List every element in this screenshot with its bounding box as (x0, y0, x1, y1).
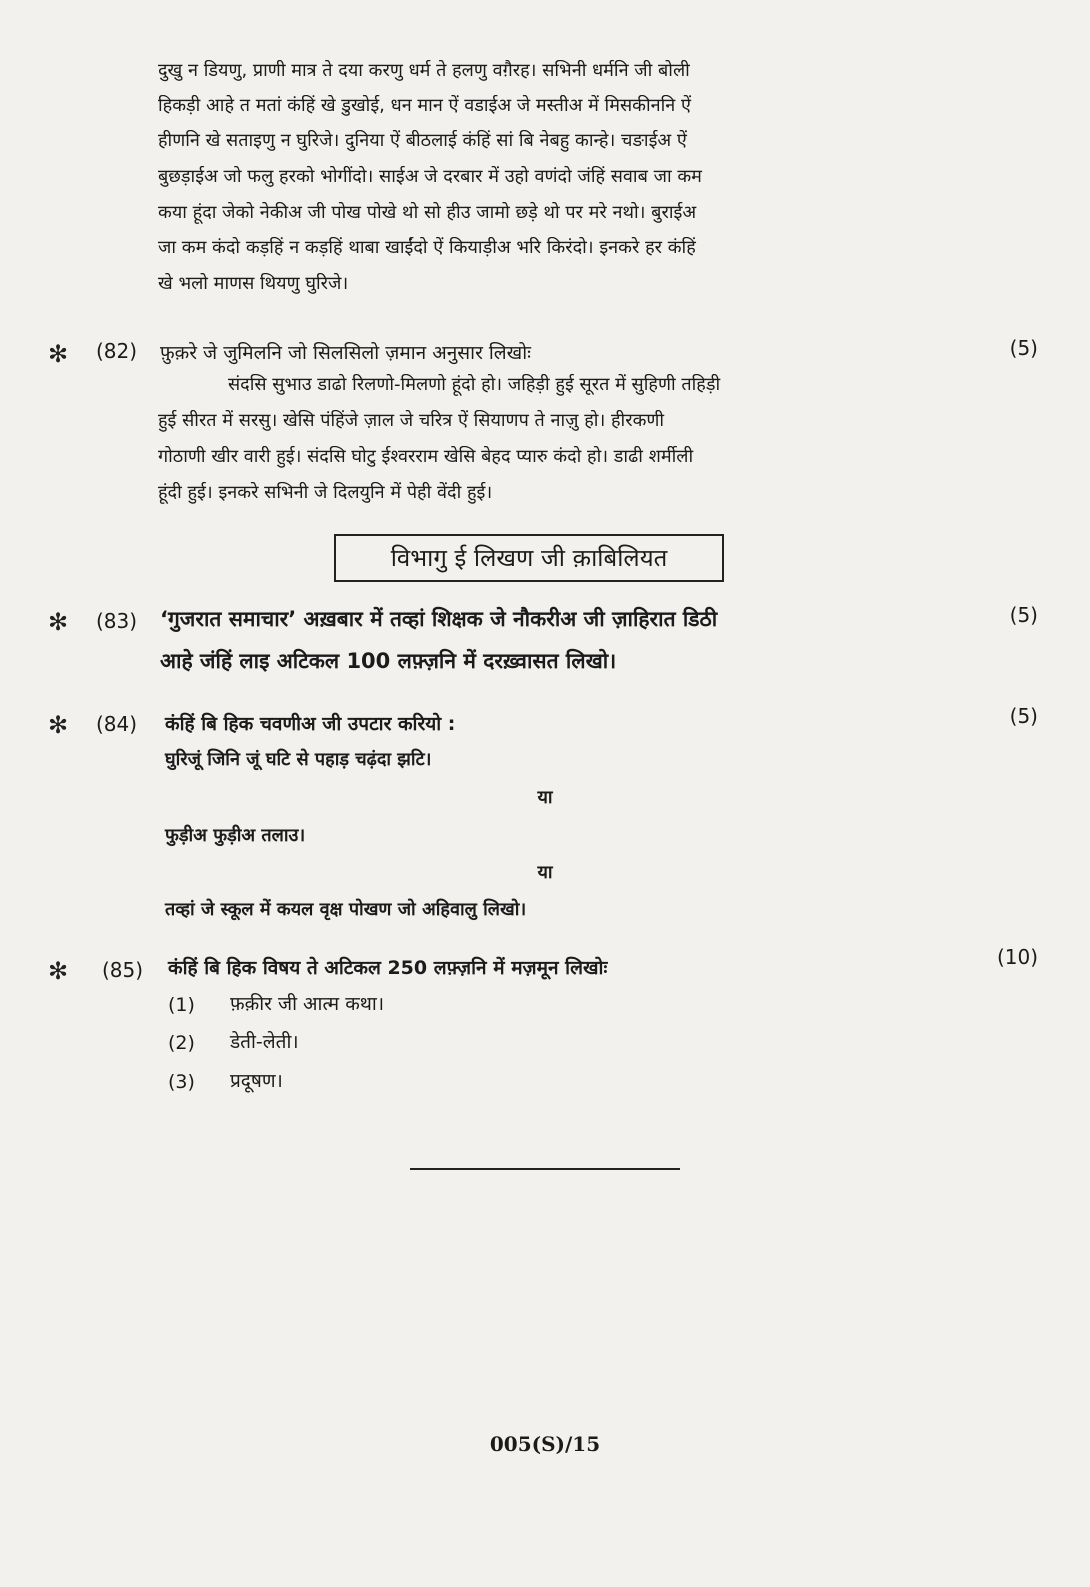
paragraph-line: हिकड़ी आहे त मतां कंहिं खे डुखोई, धन मान ऐं वडाईअ जे मस्तीअ में मिसकीननि ऐं (158, 95, 691, 116)
list-item-number: (3) (168, 1071, 195, 1093)
page-footer: 005(S)/15 (489, 1432, 601, 1456)
question-text: आहे जंहिं लाइ अटिकल 100 लफ़्ज़नि में दरख़्वासत लिखो। (160, 649, 617, 673)
passage-line: गोठाणी खीर वारी हुई। संदसि घोटु ईश्वरराम खेसि बेहद प्यारु कंदो हो। डाढी शर्मीली (158, 446, 694, 467)
question-number: (83) (96, 609, 138, 633)
question-number: (82) (96, 339, 138, 363)
question-number: (85) (102, 958, 144, 982)
marks: (5) (1009, 336, 1038, 360)
or-label: या (537, 862, 553, 883)
question-text: कंहिं बि हिक चवणीअ जी उपटार करियो : (165, 713, 456, 735)
asterisk-icon: ✻ (48, 608, 69, 636)
asterisk-icon: ✻ (48, 340, 69, 368)
question-text: कंहिं बि हिक विषय ते अटिकल 250 लफ़्ज़नि में मज़मून लिखोः (168, 957, 608, 979)
asterisk-icon: ✻ (48, 957, 69, 985)
option-text: घुरिजूं जिनि जूं घटि से पहाड़ चढ़ंदा झटि। (165, 749, 432, 770)
list-item-text: डेती-लेती। (230, 1031, 299, 1053)
marks: (5) (1009, 603, 1038, 627)
or-label: या (537, 787, 553, 808)
passage-line: हूंदी हुई। इनकरे सभिनी जे दिलयुनि में पेही वेंदी हुई। (158, 482, 493, 503)
marks: (5) (1009, 704, 1038, 728)
question-text: ‘गुजरात समाचार’ अख़बार में तव्हां शिक्षक जे नौकरीअ जी ज़ाहिरात डिठी (160, 607, 718, 631)
paragraph-line: हीणनि खे सताइणु न घुरिजे। दुनिया ऐं बीठलाई कंहिं सां बि नेबहु कान्हे। चङाईअ ऐं (158, 130, 687, 151)
paragraph-line: कया हूंदा जेको नेकीअ जी पोख पोखे थो सो हीउ जामो छड़े थो पर मरे नथो। बुराईअ (158, 202, 697, 223)
paragraph-line: जा कम कंदो कड़हिं न कड़हिं थाबा खाईंदो ऐं कियाड़ीअ भरि किरंदो। इनकरे हर कंहिं (158, 237, 696, 258)
section-title: विभागु ई लिखण जी क़ाबिलियत (334, 534, 724, 582)
paragraph-line: बुछड़ाईअ जो फलु हरको भोगींदो। साईअ जे दरबार में उहो वणंदो जंहिं सवाब जा कम (158, 166, 702, 187)
passage-line: हुई सीरत में सरसु। खेसि पंहिंजे ज़ाल जे चरित्र ऐं सियाणप ते नाज़ु हो। हीरकणी (158, 410, 665, 431)
paragraph-line: खे भलो माणस थियणु घुरिजे। (158, 273, 349, 294)
question-number: (84) (96, 712, 138, 736)
list-item-number: (2) (168, 1032, 195, 1054)
option-text: फुड़ीअ फुड़ीअ तलाउ। (165, 825, 306, 846)
asterisk-icon: ✻ (48, 711, 69, 739)
question-text: फ़ुक़रे जे जुमिलनि जो सिलसिलो ज़मान अनुसार लिखोः (160, 342, 531, 364)
list-item-text: प्रदूषण। (230, 1070, 283, 1092)
paragraph-line: दुखु न डियणु, प्राणी मात्र ते दया करणु धर्म ते हलणु वग़ैरह। सभिनी धर्मनि जी बोली (158, 60, 690, 81)
list-item-number: (1) (168, 994, 195, 1016)
passage-line: संदसि सुभाउ डाढो रिलणो-मिलणो हूंदो हो। जहिड़ी हुई सूरत में सुहिणी तहिड़ी (228, 374, 721, 395)
option-text: तव्हां जे स्कूल में कयल वृक्ष पोखण जो अहिवालु लिखो। (165, 899, 527, 920)
divider-line (410, 1168, 680, 1170)
list-item-text: फ़क़ीर जी आत्म कथा। (230, 993, 385, 1015)
marks: (10) (996, 945, 1038, 969)
